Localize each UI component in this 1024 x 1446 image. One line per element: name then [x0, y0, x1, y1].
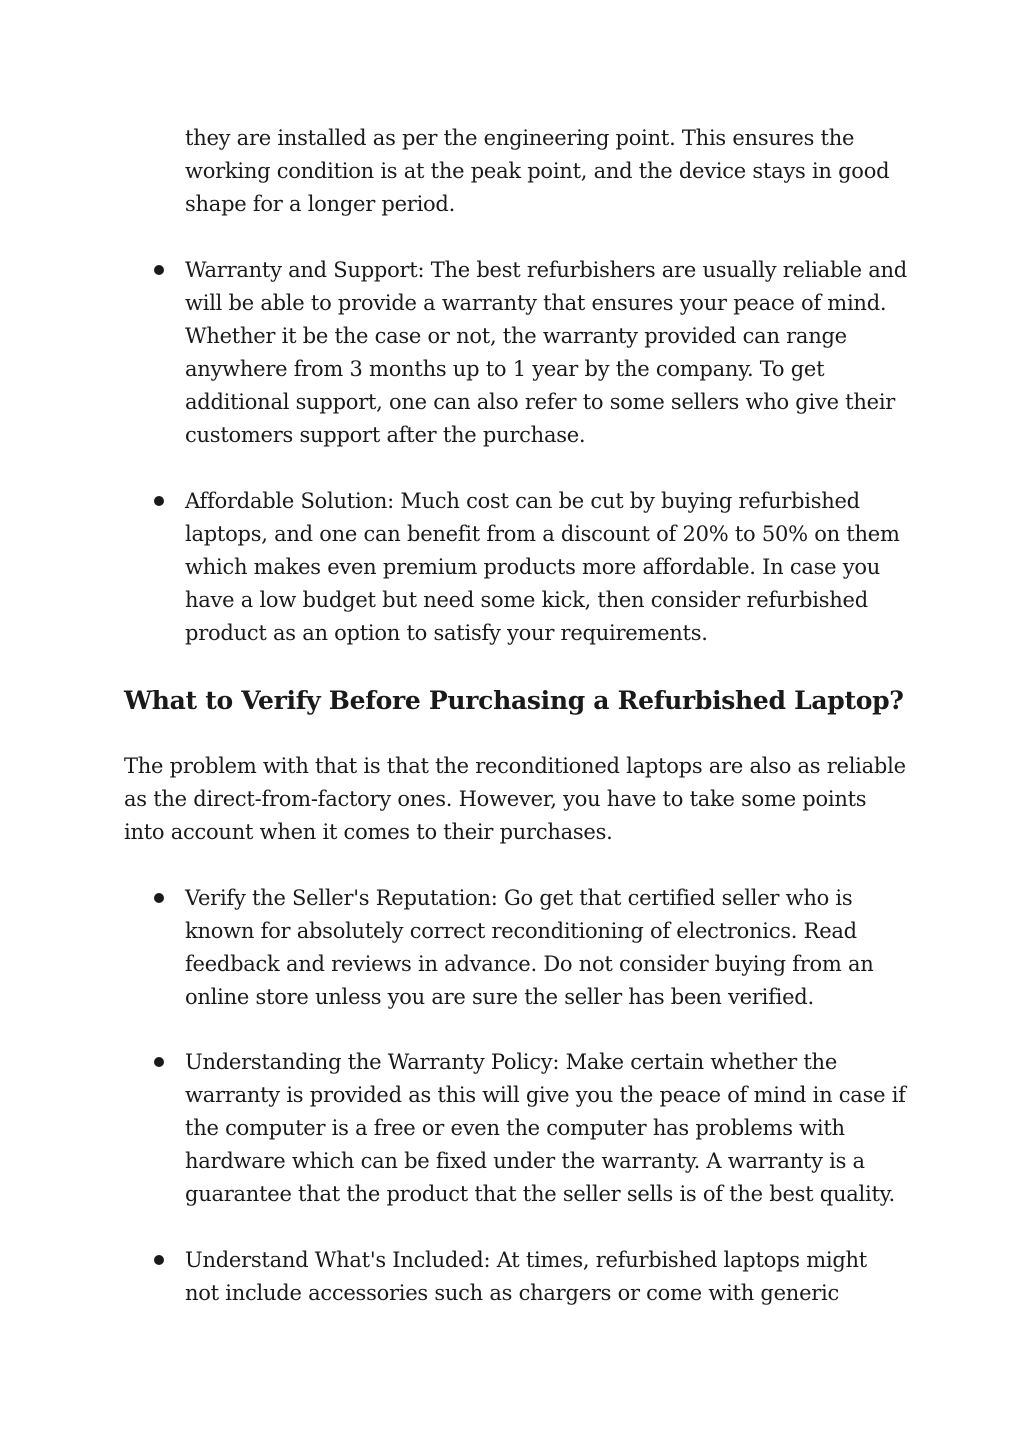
list-item-line: customers support after the purchase.: [185, 423, 586, 447]
list-item-line: warranty is provided as this will give you the peace of mind in case if: [185, 1083, 906, 1107]
list-item-line: online store unless you are sure the seller has been verified.: [185, 985, 814, 1009]
list-item-line: Warranty and Support: The best refurbishers are usually reliable and: [185, 258, 907, 282]
list-item-line: known for absolutely correct reconditioning of electronics. Read: [185, 919, 857, 943]
list-item-line: anywhere from 3 months up to 1 year by the company. To get: [185, 357, 825, 381]
paragraph-line: as the direct-from-factory ones. However, you have to take some points: [124, 787, 867, 811]
list-item-line: Affordable Solution: Much cost can be cut by buying refurbished: [185, 489, 860, 513]
bullet-icon: [154, 1057, 164, 1067]
list-item-line: have a low budget but need some kick, then consider refurbished: [185, 588, 868, 612]
paragraph-line: working condition is at the peak point, and the device stays in good: [185, 159, 890, 183]
list-item-line: Understanding the Warranty Policy: Make certain whether the: [185, 1050, 837, 1074]
list-item-line: additional support, one can also refer to some sellers who give their: [185, 390, 896, 414]
list-item-line: guarantee that the product that the seller sells is of the best quality.: [185, 1182, 895, 1206]
paragraph-line: they are installed as per the engineering point. This ensures the: [185, 126, 855, 150]
list-item-line: laptops, and one can benefit from a discount of 20% to 50% on them: [185, 522, 900, 546]
list-item-line: feedback and reviews in advance. Do not consider buying from an: [185, 952, 874, 976]
list-item-line: Verify the Seller's Reputation: Go get that certified seller who is: [185, 886, 853, 910]
paragraph-line: shape for a longer period.: [185, 192, 456, 216]
bullet-icon: [154, 1255, 164, 1265]
paragraph-line: The problem with that is that the reconditioned laptops are also as reliable: [124, 754, 906, 778]
list-item-line: the computer is a free or even the computer has problems with: [185, 1116, 845, 1140]
list-item-line: product as an option to satisfy your requirements.: [185, 621, 708, 645]
list-item-line: hardware which can be fixed under the warranty. A warranty is a: [185, 1149, 865, 1173]
bullet-icon: [154, 893, 164, 903]
paragraph-line: into account when it comes to their purchases.: [124, 820, 613, 844]
list-item-line: Understand What's Included: At times, refurbished laptops might: [185, 1248, 867, 1272]
list-item-line: will be able to provide a warranty that ensures your peace of mind.: [185, 291, 887, 315]
list-item-line: Whether it be the case or not, the warranty provided can range: [185, 324, 847, 348]
list-item-line: not include accessories such as chargers or come with generic: [185, 1281, 840, 1305]
bullet-icon: [154, 496, 164, 506]
bullet-icon: [154, 265, 164, 275]
list-item-line: which makes even premium products more affordable. In case you: [185, 555, 881, 579]
section-heading: What to Verify Before Purchasing a Refurbished Laptop?: [124, 686, 904, 715]
